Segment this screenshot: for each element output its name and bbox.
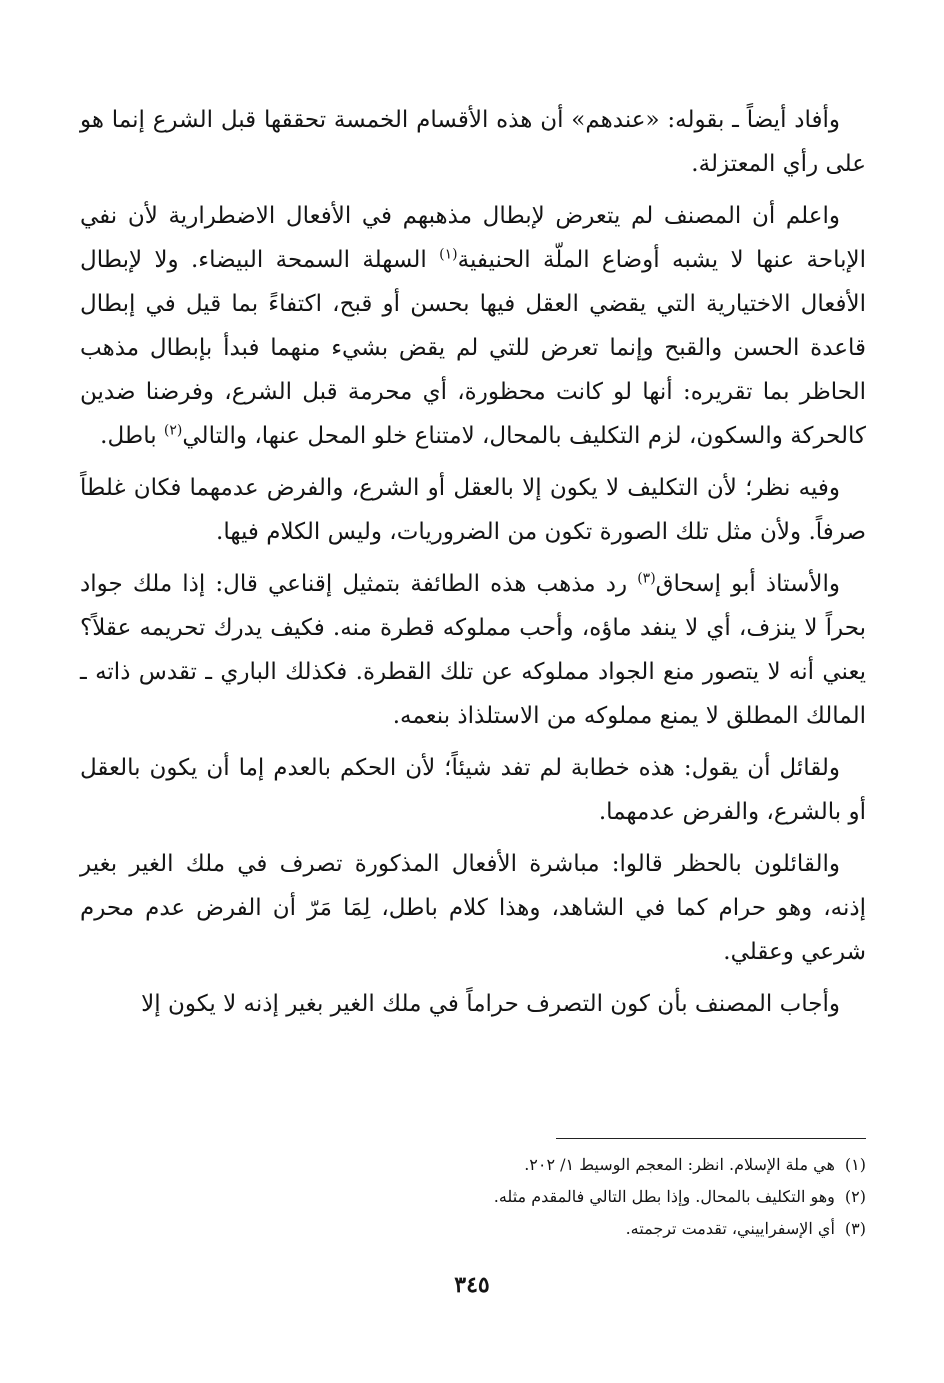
paragraph-4-part-1: والأستاذ أبو إسحاق [655,571,840,597]
paragraph-1: وأفاد أيضاً ـ بقوله: «عندهم» أن هذه الأقسام الخمسة تحققها قبل الشرع إنما هو على رأي المعتزلة. [80,107,866,177]
main-text [80,98,866,1034]
footnote-ref-2: (٢) [163,422,183,439]
footnote-2-number: (٢) [844,1187,866,1206]
footnote-ref-1: (١) [439,246,458,263]
footnote-3 [80,1214,866,1244]
paragraph-4-part-2: رد مذهب هذه الطائفة بتمثيل إقناعي قال: إذا ملك جواد بحراً لا ينزف، أي لا ينفد ماؤه، وأحب مملوكه قطرة منه. فكيف يدرك تحريمه عقلاً؟ يعني أنه لا يتصور منع الجواد مملوكه عن تلك القطرة. فكذلك الباري ـ تقدس ذاته ـ المالك المطلق لا يمنع مملوكه من الاستلذاذ بنعمه. [80,571,866,729]
paragraph-2-part-2: السهلة السمحة البيضاء. ولا لإبطال الأفعال الاختيارية التي يقضي العقل فيها بحسن أو قبح، اكتفاءً بما قيل في إبطال قاعدة الحسن والقبح وإنما تعرض للتي لم يقض بشيء منهما فبدأ بإبطال مذهب الحاظر بما تقريره: أنها لو كانت محظورة، أي محرمة قبل الشرع، وفرضنا ضدين كالحركة والسكون، لزم التكليف بالمحال، لامتناع خلو المحل عنها، والتالي [80,247,866,449]
footnote-1-number: (١) [844,1155,866,1174]
footnote-ref-3: (٣) [637,570,656,587]
paragraph-3: وفيه نظر؛ لأن التكليف لا يكون إلا بالعقل أو الشرع، والفرض عدمهما فكان غلطاً صرفاً. ولأن مثل تلك الصورة تكون من الضروريات، وليس الكلام فيها. [80,475,866,545]
page-number: ٣٤٥ [454,1272,490,1298]
paragraph-2-part-3: باطل. [100,423,164,449]
paragraph-5: ولقائل أن يقول: هذه خطابة لم تفد شيئاً؛ لأن الحكم بالعدم إما أن يكون بالعقل أو بالشرع، والفرض عدمهما. [80,755,866,825]
footnote-3-text: أي الإسفراييني، تقدمت ترجمته. [625,1219,835,1238]
footnote-divider [556,1138,866,1139]
footnote-2-text: وهو التكليف بالمحال. وإذا بطل التالي فالمقدم مثله. [493,1187,835,1206]
paragraph-7: وأجاب المصنف بأن كون التصرف حراماً في ملك الغير بغير إذنه لا يكون إلا [141,991,840,1017]
paragraph-6: والقائلون بالحظر قالوا: مباشرة الأفعال المذكورة تصرف في ملك الغير بغير إذنه، وهو حرام كما في الشاهد، وهذا كلام باطل، لِمَا مَرّ أن الفرض عدم محرم شرعي وعقلي. [80,851,866,965]
footnotes [80,1150,866,1246]
footnote-1 [80,1150,866,1180]
paragraph-2 [80,194,866,458]
footnote-1-text: هي ملة الإسلام. انظر: المعجم الوسيط ١/ ٢٠٢. [524,1155,835,1174]
footnote-2 [80,1182,866,1212]
paragraph-4 [80,562,866,738]
footnote-3-number: (٣) [844,1219,866,1238]
paragraph-2-part-1: واعلم أن المصنف لم يتعرض لإبطال مذهبهم في الأفعال الاضطرارية لأن نفي الإباحة عنها لا يشبه أوضاع الملّة الحنيفية [80,203,866,273]
